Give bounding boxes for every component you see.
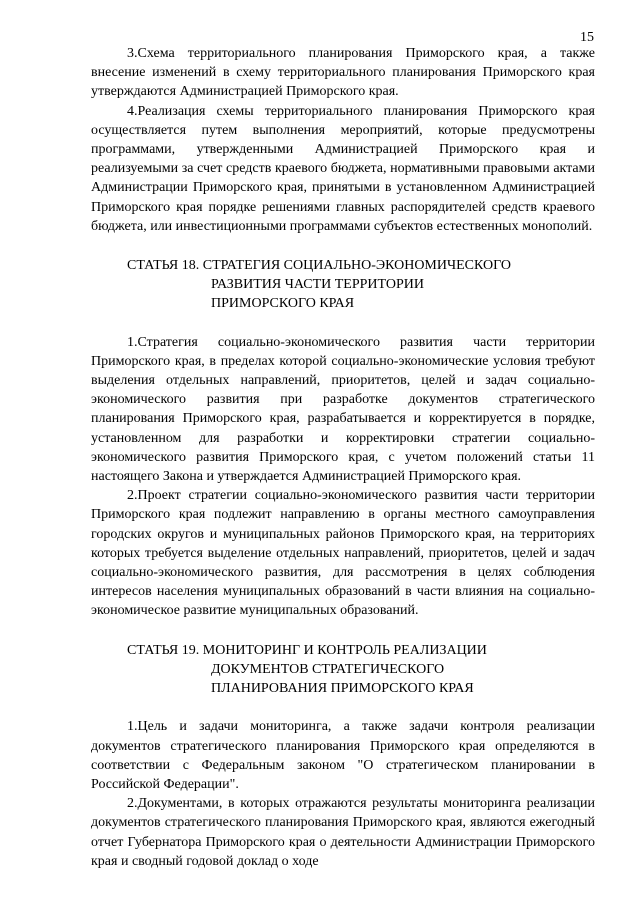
document-body <box>91 44 595 871</box>
paragraph-monitoring-goals: 1.Цель и задачи мониторинга, а также задачи контроля реализации документов стратегического планирования Приморского края определяются в соответствии с Федеральным законом "О стратегическом планировании в Российской Федерации". <box>91 719 595 792</box>
article-19-heading-line3: ПЛАНИРОВАНИЯ ПРИМОРСКОГО КРАЯ <box>211 681 474 697</box>
paragraph-strategy-draft: 2.Проект стратегии социально-экономического развития части территории Приморского края подлежит направлению в органы местного самоуправления городских округов и муниципальных районов Приморского края, на территориях которых требуется выделение отдельных направлений, приоритетов, целей и задач социально-экономического развития, для рассмотрения в целях соблюдения интересов населения муниципальных образований в части влияния на социально-экономическое развитие муниципальных образований. <box>91 488 595 619</box>
page-number: 15 <box>580 30 594 45</box>
article-18-heading-line1: СТАТЬЯ 18. СТРАТЕГИЯ СОЦИАЛЬНО-ЭКОНОМИЧЕСКОГО <box>127 258 511 274</box>
paragraph-strategy-development: 1.Стратегия социально-экономического развития части территории Приморского края, в пределах которой социально-экономические условия требуют выделения отдельных направлений, приоритетов, целей и задач социально-экономического развития при разработке документов стратегического планирования Приморского края, разрабатывается и корректируется в порядке, установленном для разработки и корректировки стратегии социально-экономического развития Приморского края, с учетом положений статьи 11 настоящего Закона и утверждается Администрацией Приморского края. <box>91 334 595 485</box>
article-18-heading-line2: РАЗВИТИЯ ЧАСТИ ТЕРРИТОРИИ <box>211 277 425 293</box>
paragraph-monitoring-documents: 2.Документами, в которых отражаются результаты мониторинга реализации документов стратегического планирования Приморского края, являются ежегодный отчет Губернатора Приморского края о деятельности Администрации Приморского края и сводный годовой доклад о ходе <box>91 796 595 869</box>
article-19-heading <box>91 641 595 699</box>
article-18-heading <box>91 256 595 314</box>
paragraph-scheme-implementation: 4.Реализация схемы территориального планирования Приморского края осуществляется путем выполнения мероприятий, которые предусмотрены программами, утвержденными Администрацией Приморского края и реализуемыми за счет средств краевого бюджета, нормативными правовыми актами Администрации Приморского края, принятыми в установленном Администрацией Приморского края порядке решениями главных распорядителей средств краевого бюджета, или инвестиционными программами субъектов естественных монополий. <box>91 103 595 234</box>
article-19-heading-line2: ДОКУМЕНТОВ СТРАТЕГИЧЕСКОГО <box>211 661 445 677</box>
article-18-heading-line3: ПРИМОРСКОГО КРАЯ <box>211 296 355 312</box>
paragraph-scheme-approval: 3.Схема территориального планирования Приморского края, а также внесение изменений в схему территориального планирования Приморского края утверждаются Администрацией Приморского края. <box>91 46 595 100</box>
article-19-heading-line1: СТАТЬЯ 19. МОНИТОРИНГ И КОНТРОЛЬ РЕАЛИЗАЦИИ <box>127 642 487 658</box>
